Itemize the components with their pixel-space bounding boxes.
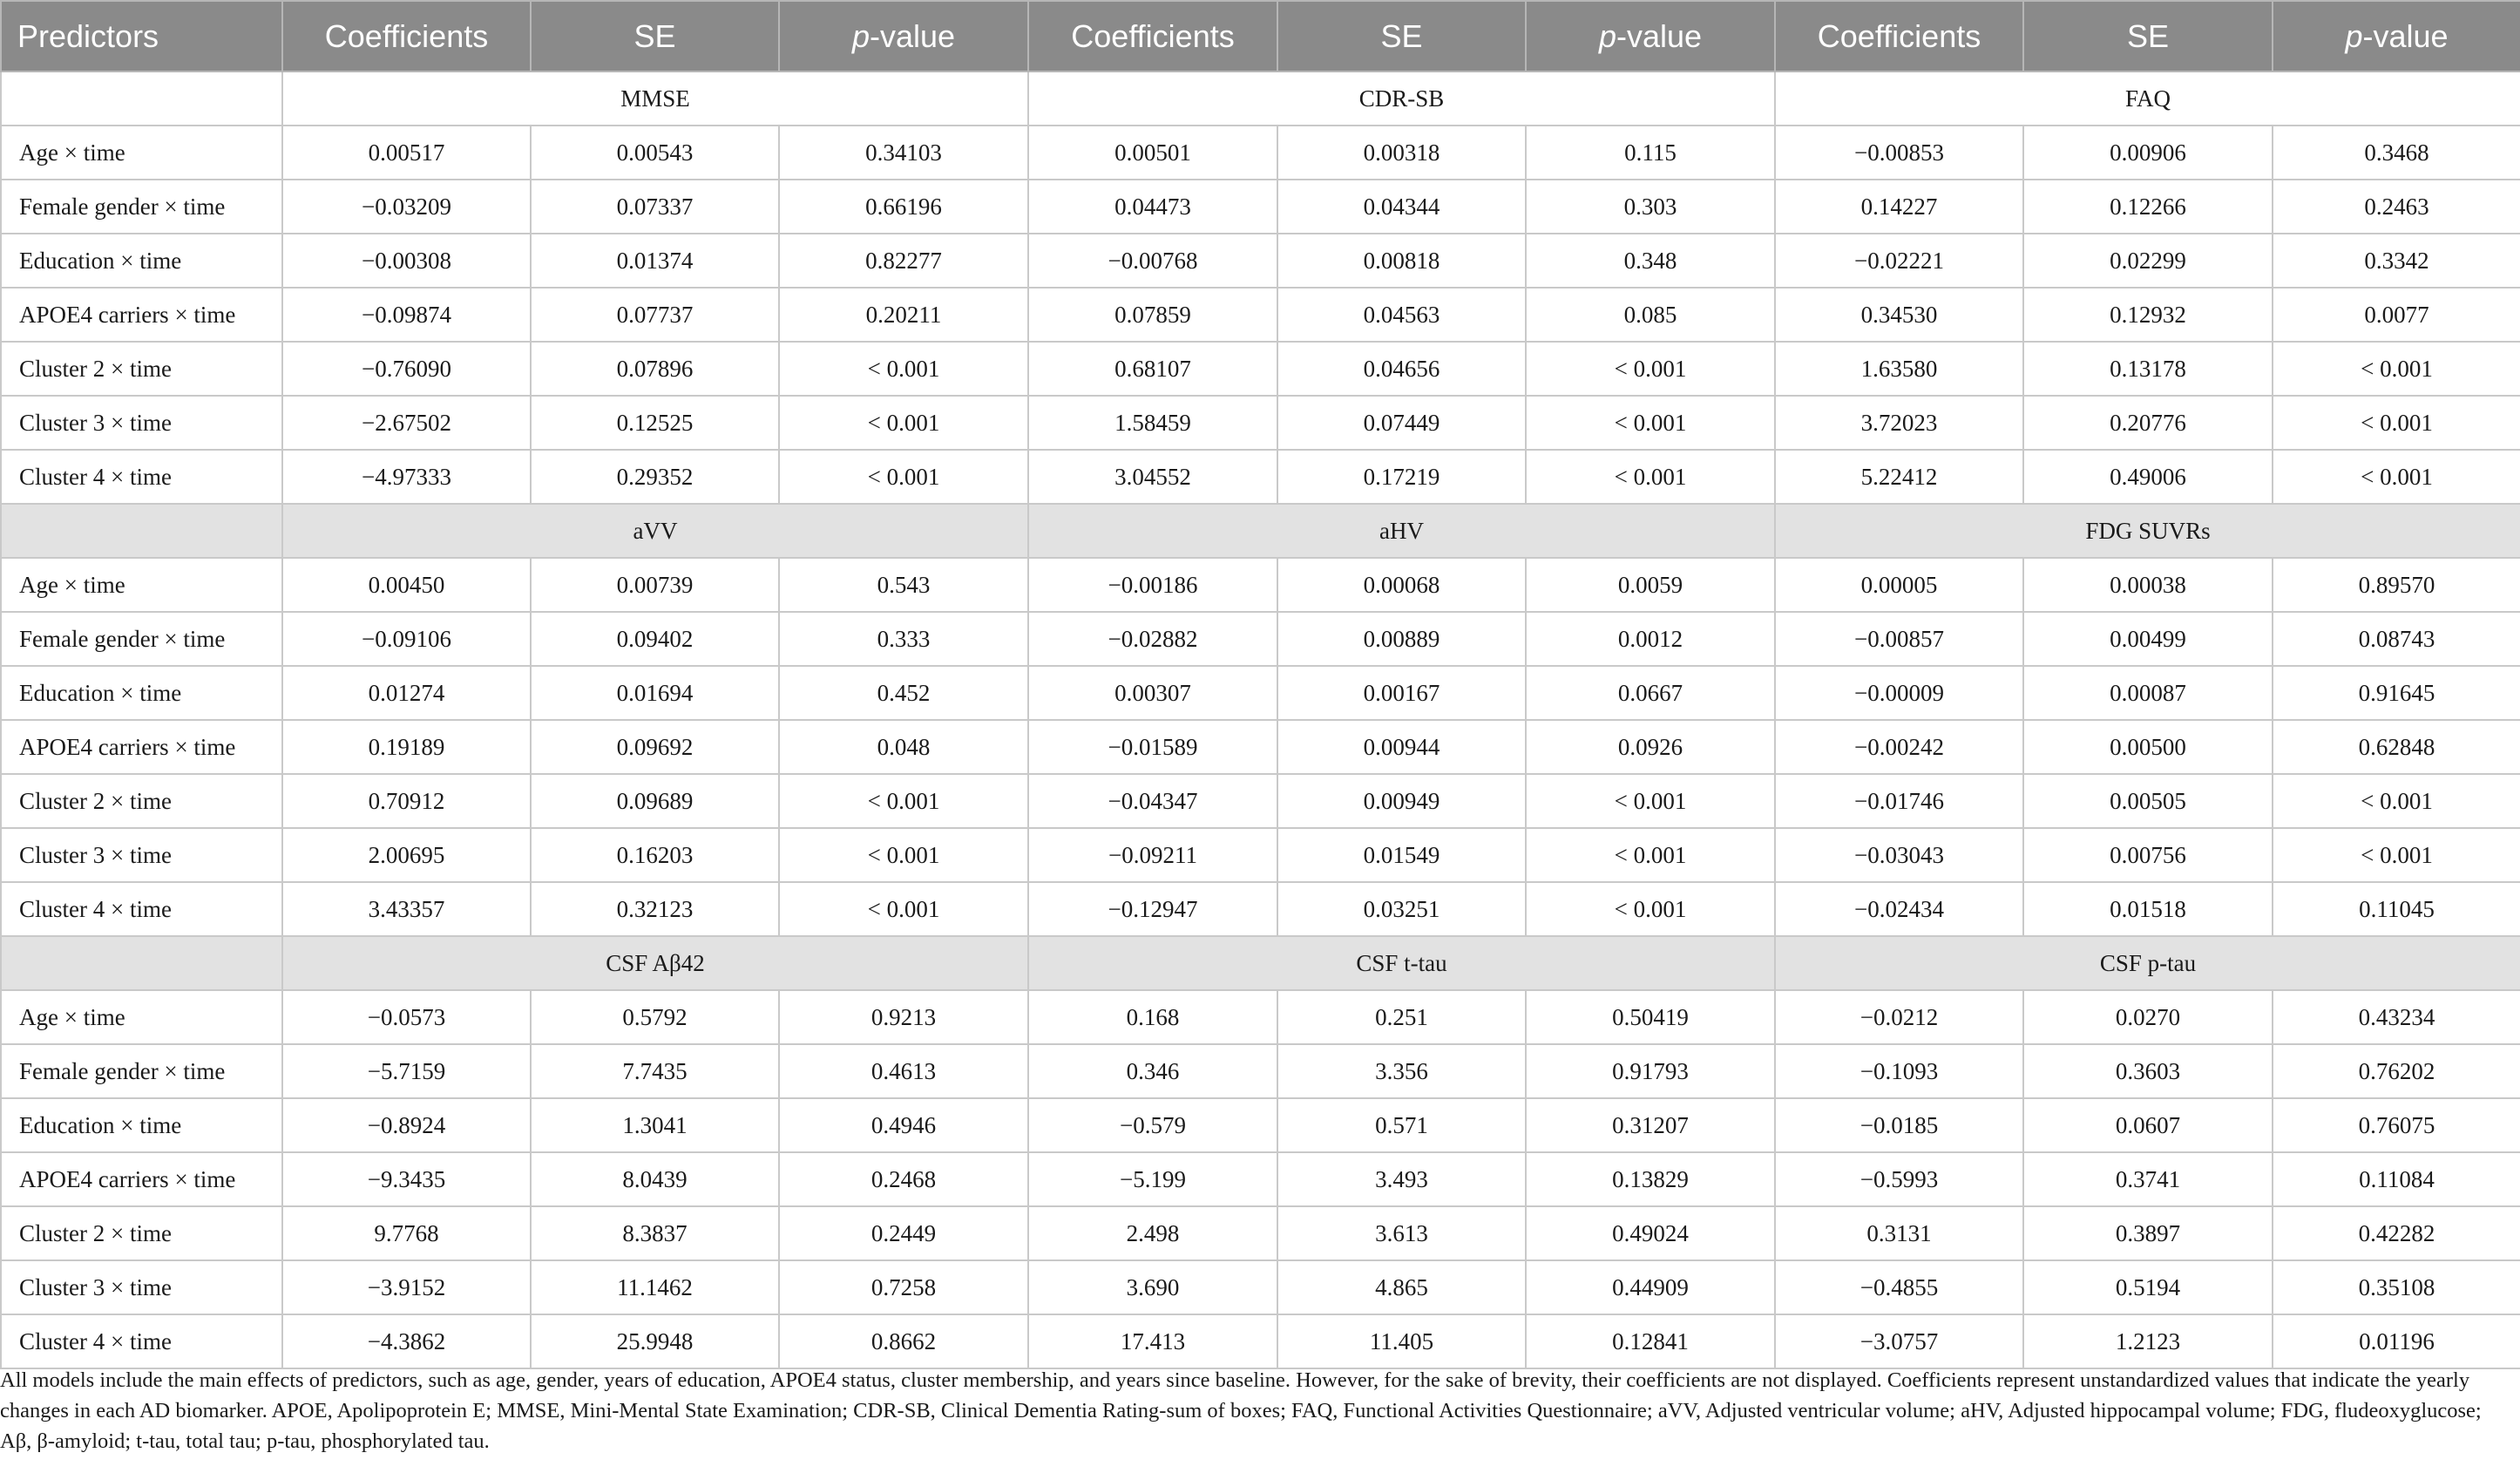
- header-p-value: [2273, 1, 2520, 71]
- section-blank-cell: [1, 71, 282, 126]
- value-cell: 0.43234: [2273, 990, 2520, 1044]
- value-cell: 0.4613: [779, 1044, 1028, 1098]
- value-cell: 8.0439: [531, 1152, 779, 1206]
- value-cell: 0.085: [1526, 288, 1775, 342]
- value-cell: < 0.001: [1526, 342, 1775, 396]
- predictor-label: Cluster 4 × time: [1, 882, 282, 936]
- value-cell: 3.356: [1277, 1044, 1526, 1098]
- value-cell: 25.9948: [531, 1314, 779, 1368]
- value-cell: 0.11045: [2273, 882, 2520, 936]
- value-cell: 9.7768: [282, 1206, 531, 1260]
- table-row: [1, 1314, 2520, 1368]
- table-row: [1, 450, 2520, 504]
- value-cell: 3.43357: [282, 882, 531, 936]
- predictor-label: Cluster 2 × time: [1, 774, 282, 828]
- value-cell: 0.07859: [1028, 288, 1277, 342]
- predictor-label: Education × time: [1, 234, 282, 288]
- value-cell: 0.115: [1526, 126, 1775, 180]
- value-cell: 0.12841: [1526, 1314, 1775, 1368]
- value-cell: −4.97333: [282, 450, 531, 504]
- value-cell: −0.00768: [1028, 234, 1277, 288]
- header-se: SE: [2023, 1, 2273, 71]
- value-cell: 0.0607: [2023, 1098, 2273, 1152]
- value-cell: 0.44909: [1526, 1260, 1775, 1314]
- value-cell: 0.048: [779, 720, 1028, 774]
- predictor-label: Cluster 4 × time: [1, 450, 282, 504]
- value-cell: 5.22412: [1775, 450, 2023, 504]
- value-cell: 0.49006: [2023, 450, 2273, 504]
- value-cell: 0.01274: [282, 666, 531, 720]
- value-cell: 0.68107: [1028, 342, 1277, 396]
- value-cell: 0.01518: [2023, 882, 2273, 936]
- value-cell: −0.0185: [1775, 1098, 2023, 1152]
- value-cell: 0.3897: [2023, 1206, 2273, 1260]
- value-cell: < 0.001: [779, 396, 1028, 450]
- value-cell: −2.67502: [282, 396, 531, 450]
- value-cell: 0.0012: [1526, 612, 1775, 666]
- value-cell: 0.00517: [282, 126, 531, 180]
- value-cell: −0.04347: [1028, 774, 1277, 828]
- value-cell: 0.00499: [2023, 612, 2273, 666]
- value-cell: 0.09402: [531, 612, 779, 666]
- value-cell: 0.66196: [779, 180, 1028, 234]
- value-cell: 0.09689: [531, 774, 779, 828]
- value-cell: 8.3837: [531, 1206, 779, 1260]
- value-cell: 0.00756: [2023, 828, 2273, 882]
- header-coefficients: Coefficients: [1775, 1, 2023, 71]
- table-row: [1, 828, 2520, 882]
- table-row: [1, 234, 2520, 288]
- value-cell: −0.09874: [282, 288, 531, 342]
- value-cell: −0.09211: [1028, 828, 1277, 882]
- value-cell: 0.91645: [2273, 666, 2520, 720]
- header-p-value: [779, 1, 1028, 71]
- value-cell: 0.5194: [2023, 1260, 2273, 1314]
- outcome-label: CSF t-tau: [1028, 936, 1775, 990]
- value-cell: 0.00087: [2023, 666, 2273, 720]
- value-cell: −3.9152: [282, 1260, 531, 1314]
- header-se: SE: [531, 1, 779, 71]
- value-cell: 0.31207: [1526, 1098, 1775, 1152]
- table-row: [1, 342, 2520, 396]
- value-cell: 0.20776: [2023, 396, 2273, 450]
- header-se: SE: [1277, 1, 1526, 71]
- value-cell: 0.00949: [1277, 774, 1526, 828]
- value-cell: 0.00500: [2023, 720, 2273, 774]
- value-cell: < 0.001: [2273, 342, 2520, 396]
- table-row: [1, 720, 2520, 774]
- value-cell: 4.865: [1277, 1260, 1526, 1314]
- value-cell: 0.29352: [531, 450, 779, 504]
- section-blank-cell: [1, 936, 282, 990]
- table-row: [1, 1044, 2520, 1098]
- value-cell: 0.00038: [2023, 558, 2273, 612]
- value-cell: 0.04656: [1277, 342, 1526, 396]
- value-cell: 0.7258: [779, 1260, 1028, 1314]
- value-cell: 0.19189: [282, 720, 531, 774]
- value-cell: 0.89570: [2273, 558, 2520, 612]
- value-cell: −9.3435: [282, 1152, 531, 1206]
- section-header-row: [1, 936, 2520, 990]
- value-cell: 0.00068: [1277, 558, 1526, 612]
- value-cell: −5.199: [1028, 1152, 1277, 1206]
- value-cell: 0.2463: [2273, 180, 2520, 234]
- value-cell: 17.413: [1028, 1314, 1277, 1368]
- predictor-label: Education × time: [1, 1098, 282, 1152]
- value-cell: 0.543: [779, 558, 1028, 612]
- value-cell: 0.04344: [1277, 180, 1526, 234]
- outcome-label: aHV: [1028, 504, 1775, 558]
- value-cell: < 0.001: [779, 774, 1028, 828]
- header-p-suffix: -value: [1616, 17, 1703, 54]
- value-cell: −0.579: [1028, 1098, 1277, 1152]
- value-cell: 0.04563: [1277, 288, 1526, 342]
- value-cell: < 0.001: [779, 828, 1028, 882]
- value-cell: < 0.001: [1526, 450, 1775, 504]
- value-cell: < 0.001: [1526, 828, 1775, 882]
- value-cell: 0.5792: [531, 990, 779, 1044]
- value-cell: 0.3741: [2023, 1152, 2273, 1206]
- header-p-italic: p: [851, 17, 870, 54]
- value-cell: 3.690: [1028, 1260, 1277, 1314]
- table-row: [1, 612, 2520, 666]
- value-cell: < 0.001: [1526, 774, 1775, 828]
- value-cell: 0.00906: [2023, 126, 2273, 180]
- value-cell: 0.62848: [2273, 720, 2520, 774]
- value-cell: 0.346: [1028, 1044, 1277, 1098]
- value-cell: 0.00501: [1028, 126, 1277, 180]
- value-cell: −0.02434: [1775, 882, 2023, 936]
- value-cell: 0.35108: [2273, 1260, 2520, 1314]
- header-p-italic: p: [1598, 17, 1616, 54]
- value-cell: 0.04473: [1028, 180, 1277, 234]
- value-cell: 1.2123: [2023, 1314, 2273, 1368]
- value-cell: 0.82277: [779, 234, 1028, 288]
- value-cell: < 0.001: [779, 882, 1028, 936]
- predictor-label: Cluster 3 × time: [1, 396, 282, 450]
- table-row: [1, 882, 2520, 936]
- value-cell: 0.07737: [531, 288, 779, 342]
- value-cell: < 0.001: [2273, 450, 2520, 504]
- value-cell: 0.2468: [779, 1152, 1028, 1206]
- table-row: [1, 558, 2520, 612]
- value-cell: −0.03209: [282, 180, 531, 234]
- value-cell: 0.0667: [1526, 666, 1775, 720]
- table-row: [1, 1260, 2520, 1314]
- table-row: [1, 666, 2520, 720]
- predictor-label: Female gender × time: [1, 1044, 282, 1098]
- value-cell: −0.03043: [1775, 828, 2023, 882]
- value-cell: −0.4855: [1775, 1260, 2023, 1314]
- value-cell: 0.303: [1526, 180, 1775, 234]
- value-cell: 0.3342: [2273, 234, 2520, 288]
- value-cell: 0.08743: [2273, 612, 2520, 666]
- value-cell: 0.0926: [1526, 720, 1775, 774]
- value-cell: −5.7159: [282, 1044, 531, 1098]
- value-cell: −0.12947: [1028, 882, 1277, 936]
- value-cell: 3.04552: [1028, 450, 1277, 504]
- table-footnote: All models include the main effects of predictors, such as age, gender, years of education, APOE4 status, cluster membership, and years since baseline. However, for the sake of brevity, their coefficients are not displayed. Coefficients represent unstandardized values that indicate the yearly changes in each AD biomarker. APOE, Apolipoprotein E; MMSE, Mini-Mental State Examination; CDR-SB, Clinical Dementia Rating-sum of boxes; FAQ, Functional Activities Questionnaire; aVV, Adjusted ventricular volume; aHV, Adjusted hippocampal volume; FDG, fludeoxyglucose; Aβ, β-amyloid; t-tau, total tau; p-tau, phosphorylated tau.: [0, 1368, 2482, 1453]
- value-cell: < 0.001: [779, 342, 1028, 396]
- value-cell: 0.00318: [1277, 126, 1526, 180]
- value-cell: 0.348: [1526, 234, 1775, 288]
- value-cell: 0.00505: [2023, 774, 2273, 828]
- value-cell: 0.50419: [1526, 990, 1775, 1044]
- table-row: [1, 396, 2520, 450]
- value-cell: −0.8924: [282, 1098, 531, 1152]
- value-cell: 0.13829: [1526, 1152, 1775, 1206]
- value-cell: 0.03251: [1277, 882, 1526, 936]
- outcome-label: CDR-SB: [1028, 71, 1775, 126]
- predictor-label: APOE4 carriers × time: [1, 288, 282, 342]
- value-cell: 1.3041: [531, 1098, 779, 1152]
- value-cell: 0.20211: [779, 288, 1028, 342]
- value-cell: 0.14227: [1775, 180, 2023, 234]
- section-header-row: [1, 504, 2520, 558]
- table-row: [1, 774, 2520, 828]
- value-cell: 2.498: [1028, 1206, 1277, 1260]
- value-cell: < 0.001: [2273, 774, 2520, 828]
- value-cell: −0.1093: [1775, 1044, 2023, 1098]
- predictor-label: Age × time: [1, 990, 282, 1044]
- value-cell: 0.251: [1277, 990, 1526, 1044]
- value-cell: 0.49024: [1526, 1206, 1775, 1260]
- value-cell: −0.09106: [282, 612, 531, 666]
- value-cell: 1.63580: [1775, 342, 2023, 396]
- outcome-label: FDG SUVRs: [1775, 504, 2520, 558]
- value-cell: −0.00009: [1775, 666, 2023, 720]
- value-cell: 0.01549: [1277, 828, 1526, 882]
- value-cell: 0.3603: [2023, 1044, 2273, 1098]
- value-cell: 0.00889: [1277, 612, 1526, 666]
- table-row: [1, 1152, 2520, 1206]
- header-coefficients: Coefficients: [282, 1, 531, 71]
- value-cell: 0.00818: [1277, 234, 1526, 288]
- value-cell: −0.76090: [282, 342, 531, 396]
- value-cell: 0.13178: [2023, 342, 2273, 396]
- value-cell: 3.72023: [1775, 396, 2023, 450]
- value-cell: 0.76075: [2273, 1098, 2520, 1152]
- value-cell: 7.7435: [531, 1044, 779, 1098]
- predictor-label: Female gender × time: [1, 612, 282, 666]
- table-row: [1, 1098, 2520, 1152]
- outcome-label: CSF p-tau: [1775, 936, 2520, 990]
- table-row: [1, 288, 2520, 342]
- predictor-label: Cluster 3 × time: [1, 828, 282, 882]
- value-cell: 11.1462: [531, 1260, 779, 1314]
- value-cell: 0.42282: [2273, 1206, 2520, 1260]
- value-cell: 0.32123: [531, 882, 779, 936]
- header-p-suffix: -value: [869, 17, 956, 54]
- value-cell: 3.493: [1277, 1152, 1526, 1206]
- value-cell: −0.00186: [1028, 558, 1277, 612]
- value-cell: 0.3468: [2273, 126, 2520, 180]
- table-row: [1, 1206, 2520, 1260]
- value-cell: −4.3862: [282, 1314, 531, 1368]
- value-cell: 0.0077: [2273, 288, 2520, 342]
- value-cell: 0.9213: [779, 990, 1028, 1044]
- value-cell: < 0.001: [1526, 396, 1775, 450]
- value-cell: 2.00695: [282, 828, 531, 882]
- value-cell: 0.12525: [531, 396, 779, 450]
- value-cell: 0.34530: [1775, 288, 2023, 342]
- predictor-label: Age × time: [1, 558, 282, 612]
- table-header: [1, 1, 2520, 71]
- value-cell: −0.00242: [1775, 720, 2023, 774]
- outcome-label: CSF Aβ42: [282, 936, 1028, 990]
- value-cell: 3.613: [1277, 1206, 1526, 1260]
- value-cell: 0.00543: [531, 126, 779, 180]
- value-cell: 0.2449: [779, 1206, 1028, 1260]
- value-cell: 0.09692: [531, 720, 779, 774]
- table-row: [1, 126, 2520, 180]
- value-cell: 0.00450: [282, 558, 531, 612]
- predictor-label: Cluster 3 × time: [1, 1260, 282, 1314]
- predictor-label: Cluster 2 × time: [1, 1206, 282, 1260]
- predictor-label: Female gender × time: [1, 180, 282, 234]
- value-cell: 0.8662: [779, 1314, 1028, 1368]
- table-row: [1, 180, 2520, 234]
- value-cell: 0.11084: [2273, 1152, 2520, 1206]
- value-cell: 0.01196: [2273, 1314, 2520, 1368]
- value-cell: 0.02299: [2023, 234, 2273, 288]
- value-cell: 0.168: [1028, 990, 1277, 1044]
- value-cell: 0.12266: [2023, 180, 2273, 234]
- predictor-label: APOE4 carriers × time: [1, 1152, 282, 1206]
- value-cell: 0.07449: [1277, 396, 1526, 450]
- value-cell: −3.0757: [1775, 1314, 2023, 1368]
- value-cell: 0.70912: [282, 774, 531, 828]
- value-cell: 11.405: [1277, 1314, 1526, 1368]
- predictor-label: Cluster 2 × time: [1, 342, 282, 396]
- section-header-row: [1, 71, 2520, 126]
- value-cell: 0.00005: [1775, 558, 2023, 612]
- table-body: [1, 71, 2520, 1368]
- value-cell: 0.0059: [1526, 558, 1775, 612]
- header-p-italic: p: [2345, 17, 2363, 54]
- value-cell: −0.02221: [1775, 234, 2023, 288]
- value-cell: 0.01374: [531, 234, 779, 288]
- header-coefficients: Coefficients: [1028, 1, 1277, 71]
- outcome-label: FAQ: [1775, 71, 2520, 126]
- header-row: [1, 1, 2520, 71]
- value-cell: −0.00857: [1775, 612, 2023, 666]
- value-cell: 1.58459: [1028, 396, 1277, 450]
- value-cell: 0.00944: [1277, 720, 1526, 774]
- value-cell: −0.0212: [1775, 990, 2023, 1044]
- value-cell: 0.00307: [1028, 666, 1277, 720]
- value-cell: −0.01746: [1775, 774, 2023, 828]
- header-p-suffix: -value: [2362, 17, 2449, 54]
- table-row: [1, 990, 2520, 1044]
- header-p-value: [1526, 1, 1775, 71]
- value-cell: < 0.001: [2273, 396, 2520, 450]
- value-cell: 0.91793: [1526, 1044, 1775, 1098]
- value-cell: < 0.001: [2273, 828, 2520, 882]
- outcome-label: MMSE: [282, 71, 1028, 126]
- value-cell: < 0.001: [779, 450, 1028, 504]
- value-cell: 0.34103: [779, 126, 1028, 180]
- value-cell: 0.452: [779, 666, 1028, 720]
- value-cell: −0.01589: [1028, 720, 1277, 774]
- value-cell: −0.0573: [282, 990, 531, 1044]
- value-cell: 0.3131: [1775, 1206, 2023, 1260]
- value-cell: 0.4946: [779, 1098, 1028, 1152]
- value-cell: −0.00853: [1775, 126, 2023, 180]
- value-cell: −0.5993: [1775, 1152, 2023, 1206]
- value-cell: 0.00739: [531, 558, 779, 612]
- predictor-label: Age × time: [1, 126, 282, 180]
- value-cell: 0.76202: [2273, 1044, 2520, 1098]
- value-cell: 0.16203: [531, 828, 779, 882]
- value-cell: 0.01694: [531, 666, 779, 720]
- value-cell: 0.07337: [531, 180, 779, 234]
- value-cell: < 0.001: [1526, 882, 1775, 936]
- predictor-label: Education × time: [1, 666, 282, 720]
- header-predictors: Predictors: [1, 1, 282, 71]
- value-cell: 0.00167: [1277, 666, 1526, 720]
- value-cell: 0.0270: [2023, 990, 2273, 1044]
- outcome-label: aVV: [282, 504, 1028, 558]
- section-blank-cell: [1, 504, 282, 558]
- value-cell: −0.00308: [282, 234, 531, 288]
- value-cell: 0.571: [1277, 1098, 1526, 1152]
- predictor-label: Cluster 4 × time: [1, 1314, 282, 1368]
- value-cell: −0.02882: [1028, 612, 1277, 666]
- value-cell: 0.17219: [1277, 450, 1526, 504]
- value-cell: 0.12932: [2023, 288, 2273, 342]
- value-cell: 0.333: [779, 612, 1028, 666]
- value-cell: 0.07896: [531, 342, 779, 396]
- predictor-label: APOE4 carriers × time: [1, 720, 282, 774]
